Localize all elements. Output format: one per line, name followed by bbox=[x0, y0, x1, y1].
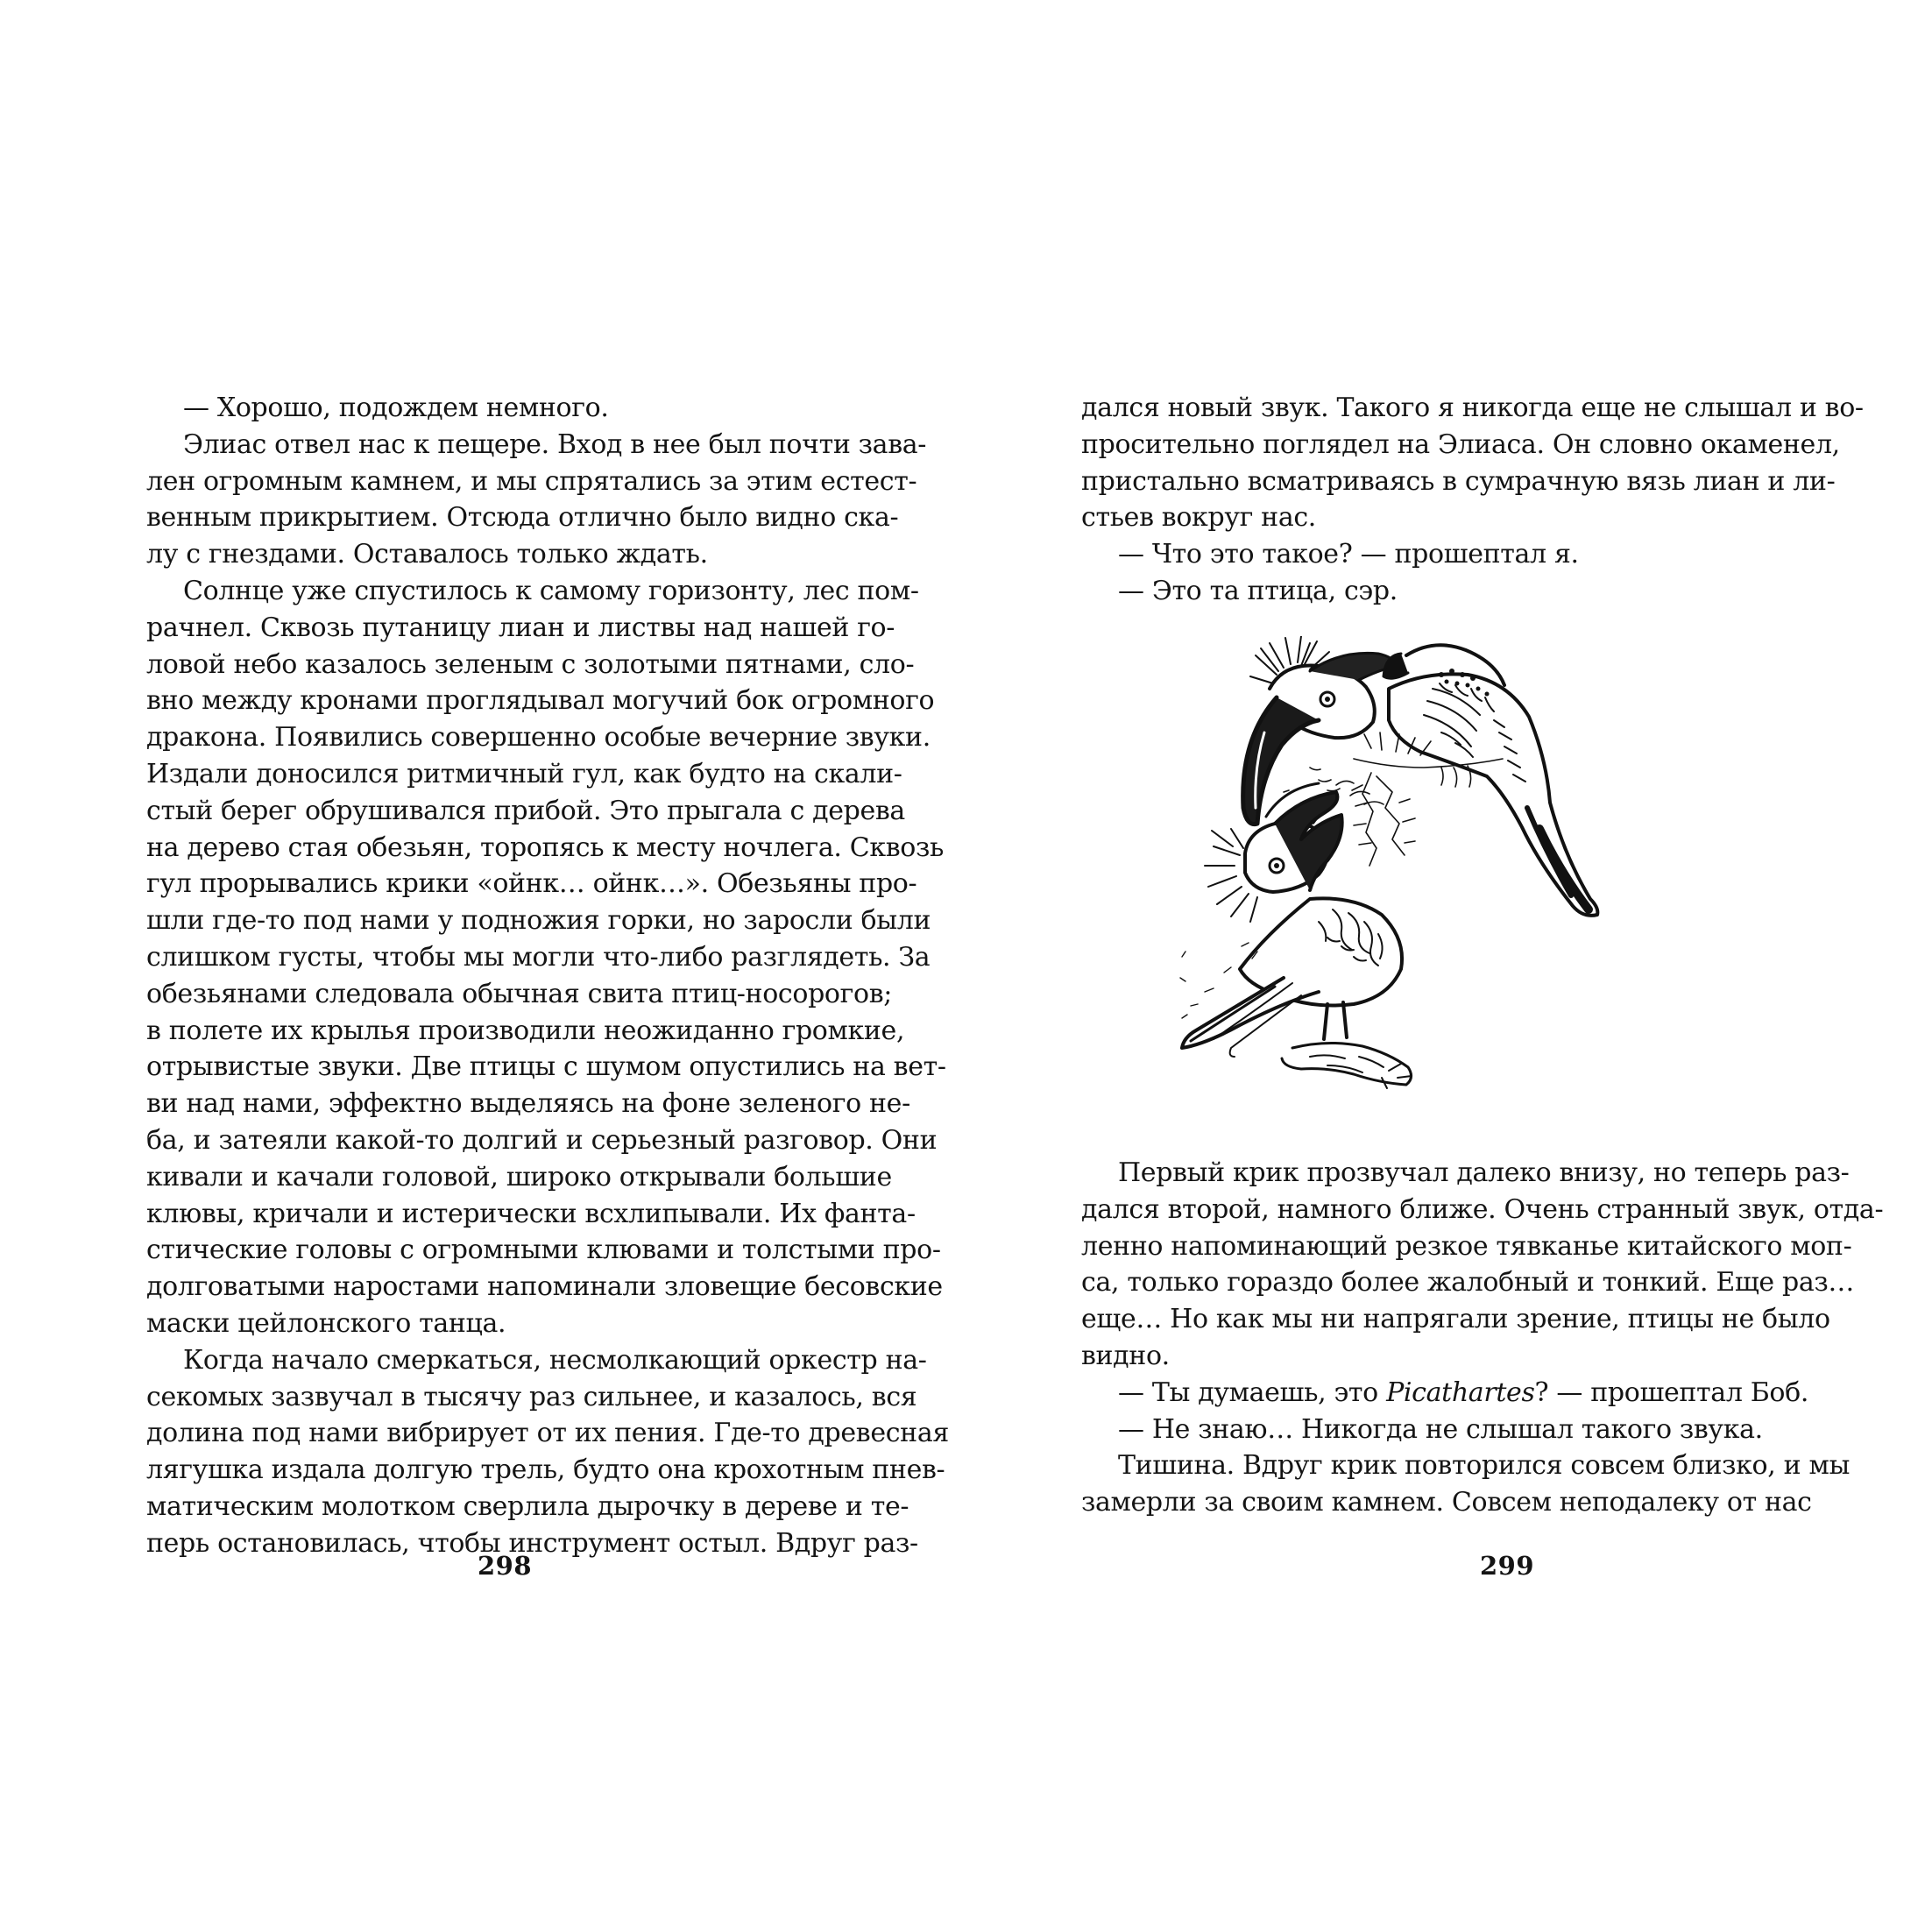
text-line: Элиас отвел нас к пещере. Вход в нее был почти зава- bbox=[183, 428, 927, 460]
upper-bird-crest bbox=[1250, 636, 1329, 683]
species-name: Picathartes bbox=[1386, 1376, 1535, 1408]
text-line: в полете их крылья производили неожиданно громкие, bbox=[146, 1015, 905, 1046]
text-line: — Не знаю… Никогда не слышал такого звука. bbox=[1118, 1413, 1763, 1445]
text-line: ви над нами, эффектно выделяясь на фоне зеленого не- bbox=[146, 1088, 910, 1120]
text-line: лягушка издала долгую трель, будто она крохотным пнев- bbox=[146, 1454, 945, 1486]
text-line: обезьянами следовала обычная свита птиц-носорогов; bbox=[146, 978, 893, 1009]
text-line: перь остановилась, чтобы инструмент остыл. Вдруг раз- bbox=[146, 1527, 918, 1559]
text-line: Когда начало смеркаться, несмолкающий оркестр на- bbox=[183, 1344, 927, 1376]
text-line: стические головы с огромными клювами и толстыми про- bbox=[146, 1235, 941, 1266]
text-line: кивали и качали головой, широко открывали большие bbox=[146, 1161, 892, 1192]
right-page bbox=[966, 0, 1932, 1932]
text-line: просительно поглядел на Элиаса. Он словно окаменел, bbox=[1081, 428, 1840, 460]
text-line: Первый крик прозвучал далеко внизу, но теперь раз- bbox=[1118, 1157, 1850, 1188]
page-number: 299 bbox=[1479, 1551, 1535, 1581]
text-line: замерли за своим камнем. Совсем неподалеку от нас bbox=[1081, 1487, 1812, 1518]
text-line: стый берег обрушивался прибой. Это прыгала с дерева bbox=[146, 795, 905, 826]
left-page-text bbox=[146, 390, 949, 1562]
text-line: дался второй, намного ближе. Очень странный звук, отда- bbox=[1081, 1193, 1884, 1225]
text-line: на дерево стая обезьян, торопясь к месту ночлега. Сквозь bbox=[146, 832, 945, 863]
text-line: стьев вокруг нас. bbox=[1081, 502, 1316, 534]
text-line: матическим молотком сверлила дырочку в дереве и те- bbox=[146, 1490, 909, 1522]
text-line: венным прикрытием. Отсюда отлично было видно ска- bbox=[146, 502, 899, 534]
right-page-text-top bbox=[1081, 390, 1864, 610]
text-line: долина под нами вибрирует от их пения. Где-то древесная bbox=[146, 1418, 949, 1449]
text-line: еще… Но как мы ни напрягали зрение, птицы не было bbox=[1081, 1304, 1830, 1335]
dialogue-post: ? — прошептал Боб. bbox=[1534, 1376, 1809, 1408]
page-number: 298 bbox=[477, 1551, 533, 1581]
text-line: ба, и затеяли какой-то долгий и серьезный разговор. Они bbox=[146, 1124, 938, 1156]
text-line: вно между кронами проглядывал могучий бок огромного bbox=[146, 685, 935, 717]
text-line: секомых зазвучал в тысячу раз сильнее, и казалось, вся bbox=[146, 1381, 917, 1412]
text-line: клювы, кричали и истерически всхлипывали. Их фанта- bbox=[146, 1198, 916, 1229]
text-line: ленно напоминающий резкое тявканье китайского моп- bbox=[1081, 1230, 1852, 1262]
text-line: отрывистые звуки. Две птицы с шумом опустились на вет- bbox=[146, 1051, 946, 1083]
text-line: гул прорывались крики «ойнк… ойнк…». Обезьяны про- bbox=[146, 868, 917, 900]
text-line: дракона. Появились совершенно особые вечерние звуки. bbox=[146, 722, 931, 754]
text-line: видно. bbox=[1081, 1340, 1170, 1371]
text-line: са, только гораздо более жалобный и тонкий. Еще раз… bbox=[1081, 1267, 1855, 1299]
text-line: Солнце уже спустилось к самому горизонту, лес пом- bbox=[183, 575, 919, 606]
text-line: шли где-то под нами у подножия горки, но заросли были bbox=[146, 905, 931, 937]
text-line: лен огромным камнем, и мы спрятались за этим естест- bbox=[146, 465, 917, 497]
text-line: рачнел. Сквозь путаницу лиан и листвы над нашей го- bbox=[146, 612, 895, 643]
text-line: Тишина. Вдруг крик повторился совсем близко, и мы bbox=[1118, 1450, 1850, 1482]
text-line: ловой небо казалось зеленым с золотыми пятнами, сло- bbox=[146, 648, 915, 680]
text-line: лу с гнездами. Оставалось только ждать. bbox=[146, 539, 708, 570]
text-line: маски цейлонского танца. bbox=[146, 1307, 506, 1339]
text-line: слишком густы, чтобы мы могли что-либо разглядеть. За bbox=[146, 941, 931, 973]
text-line: долговатыми наростами напоминали зловещие бесовские bbox=[146, 1271, 943, 1303]
text-line: дался новый звук. Такого я никогда еще не слышал и во- bbox=[1081, 393, 1864, 423]
hornbill-illustration bbox=[1178, 636, 1625, 1116]
text-line: — Что это такое? — прошептал я. bbox=[1118, 539, 1579, 570]
dialogue-line bbox=[1081, 1375, 1809, 1412]
text-line: пристально всматриваясь в сумрачную вязь лиан и ли- bbox=[1081, 465, 1836, 497]
right-page-text-bottom bbox=[1081, 1155, 1884, 1521]
text-line: Издали доносился ритмичный гул, как будто на скали- bbox=[146, 758, 902, 789]
text-line: — Это та птица, сэр. bbox=[1118, 575, 1398, 606]
dialogue-pre: — Ты думаешь, это bbox=[1118, 1376, 1387, 1408]
text-line: — Хорошо, подождем немного. bbox=[183, 393, 609, 423]
